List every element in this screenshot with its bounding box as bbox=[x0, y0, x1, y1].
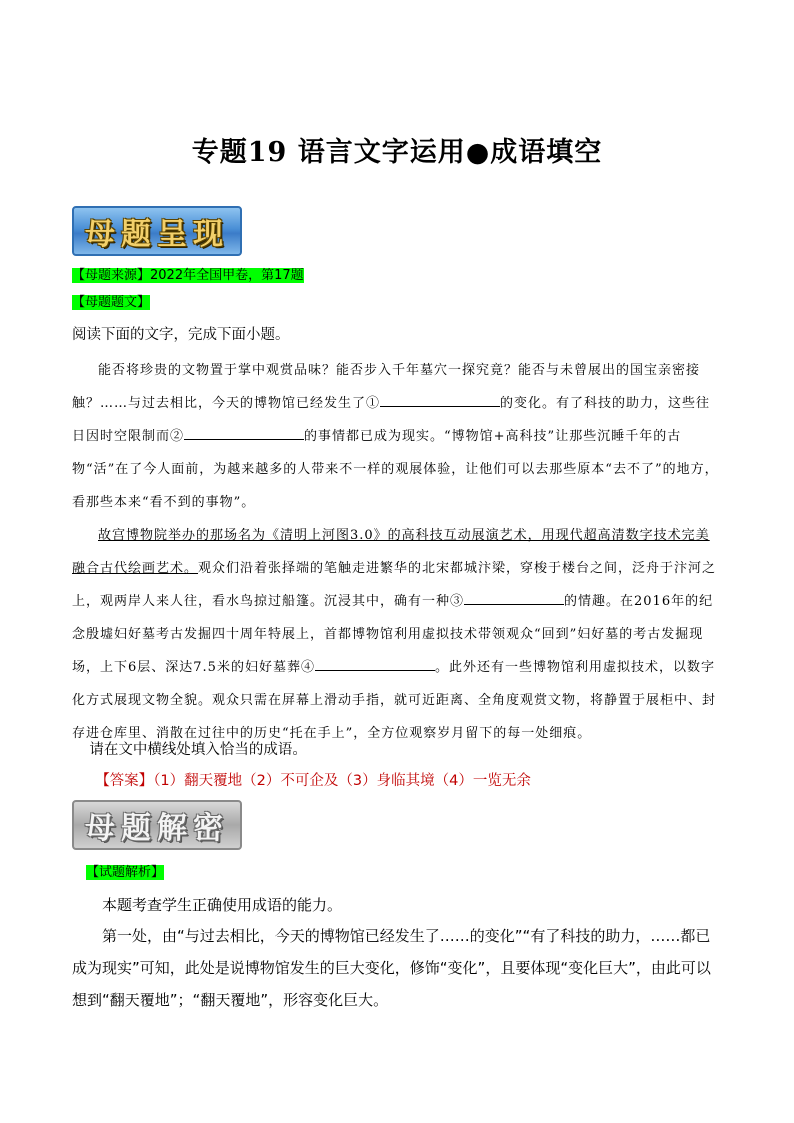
passage-paragraph-2 bbox=[72, 519, 722, 750]
underlined-sentence: 故宫博物院举办的那场名为《清明上河图3.0》的高科技互动展演艺术，用现代超高清数字技术完美融合古代绘画艺术。 bbox=[72, 528, 710, 576]
passage-text: 。此外还有一些博物馆利用虚拟技术，以数字化方式展现文物全貌。观众只需在屏幕上滑动手指，就可近距离、全角度观赏文物，将静置于展柜中、封存进仓库里、消散在过往中的历史“托在手上”，全方位观察岁月留下的每一处细痕。 bbox=[72, 660, 717, 741]
blank-3 bbox=[464, 590, 564, 605]
source-tail: 题 bbox=[290, 268, 304, 283]
analysis-paragraph-1: 本题考查学生正确使用成语的能力。 bbox=[102, 896, 343, 914]
text-label-line bbox=[72, 291, 150, 310]
source-line bbox=[72, 264, 304, 283]
passage-text: 的事情都已成为现实。“博物馆+高科技”让那些沉睡千年的古物“活”在了今人面前，为越来越多的人带来不一样的观展体验，让他们可以去那些原本“去不了”的地方，看那些本来“看不到的事物”。 bbox=[72, 429, 719, 510]
source-open: 【母题来源】 bbox=[72, 268, 151, 283]
blank-4 bbox=[315, 656, 435, 671]
source-mid: 年全国甲卷，第 bbox=[183, 268, 275, 283]
text-label: 【母题题文】 bbox=[72, 295, 151, 310]
passage-text: 的变化。有了科技的助力，这些往日因时空限制而② bbox=[72, 396, 711, 444]
question: 请在文中横线处填入恰当的成语。 bbox=[89, 742, 307, 758]
analysis-label: 【试题解析】 bbox=[86, 865, 165, 880]
answer-label: 【答案】 bbox=[95, 773, 154, 789]
source-year: 2022 bbox=[150, 268, 184, 283]
passage-text: 观众们沿着张择端的笔触走进繁华的北宋都城汴梁，穿梭于楼台之间，泛舟于汴河之上，观两岸人来人往，看水鸟掠过船篷。沉浸其中，确有一种③ bbox=[72, 561, 717, 609]
instruction: 阅读下面的文字，完成下面小题。 bbox=[72, 327, 290, 343]
answer-text: （1）翻天覆地（2）不可企及（3）身临其境（4）一览无余 bbox=[153, 773, 531, 789]
section-banner-problem bbox=[72, 206, 242, 256]
source-num: 17 bbox=[274, 268, 291, 283]
banner-text: 母题解密 bbox=[85, 811, 229, 846]
answer-line bbox=[72, 766, 722, 796]
passage-text: 的情趣。在2016年的纪念殷墟妇好墓考古发掘四十周年特展上，首都博物馆利用虚拟技术带领观众“回到”妇好墓的考古发掘现场，上下6层、深达7.5米的妇好墓葬④ bbox=[72, 594, 714, 675]
analysis-paragraph-2: 第一处，由“与过去相比，今天的博物馆已经发生了……的变化”“有了科技的助力，……都已成为现实”可知，此处是说博物馆发生的巨大变化，修饰“变化”，且要体现“变化巨大”，由此可以想到“翻天覆地”；“翻天覆地”，形容变化巨大。 bbox=[72, 927, 711, 1009]
section-banner-analysis bbox=[72, 800, 242, 850]
blank-2 bbox=[184, 425, 304, 440]
passage-paragraph-1 bbox=[72, 354, 722, 519]
analysis-label-line bbox=[86, 861, 164, 880]
blank-1 bbox=[380, 392, 500, 407]
passage-text: 能否将珍贵的文物置于掌中观赏品味？能否步入千年墓穴一探究竟？能否与未曾展出的国宝亲密接触？……与过去相比，今天的博物馆已经发生了① bbox=[72, 363, 701, 411]
page-title: 专题19 语言文字运用●成语填空 bbox=[191, 137, 603, 168]
banner-text: 母题呈现 bbox=[85, 217, 229, 252]
